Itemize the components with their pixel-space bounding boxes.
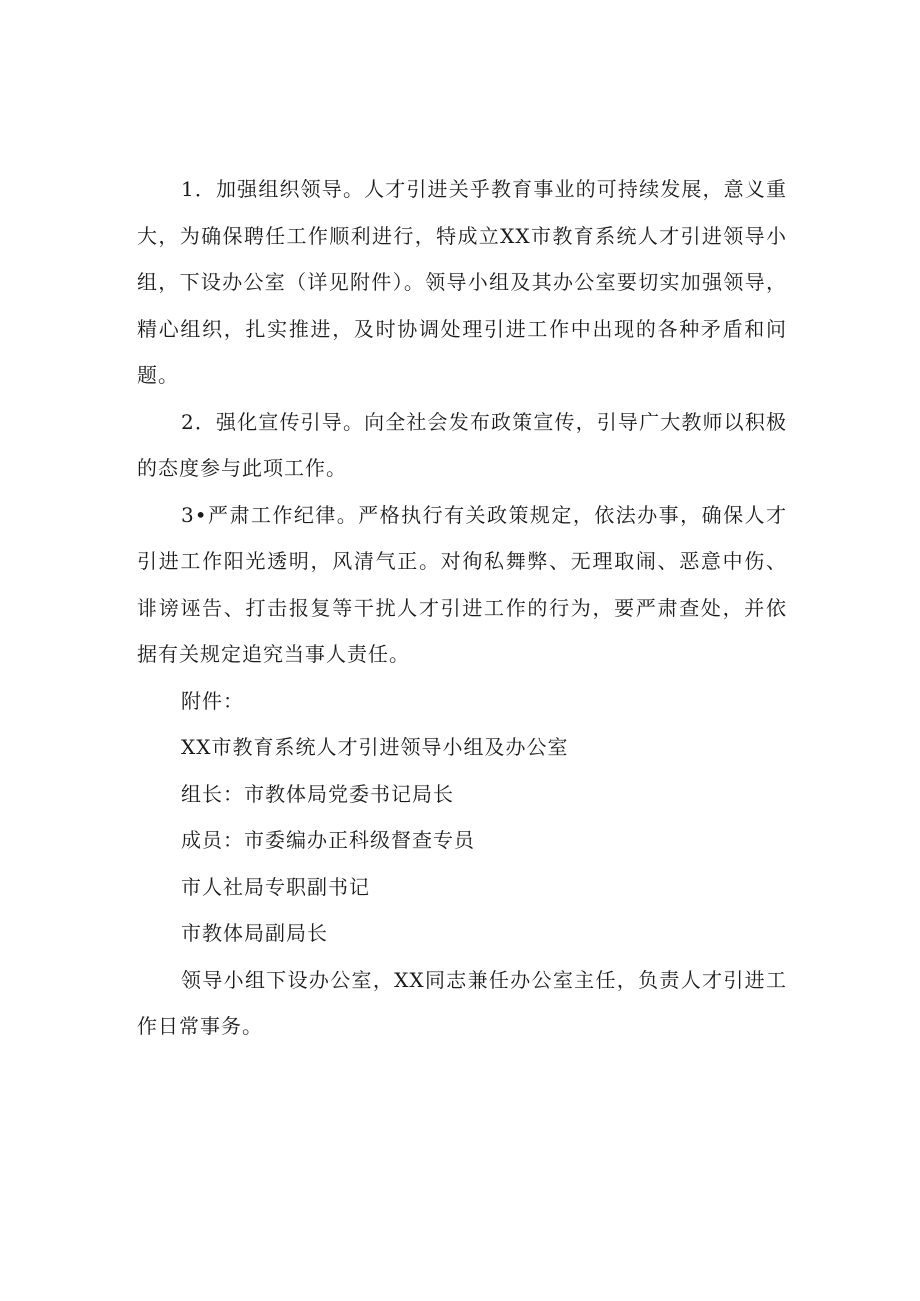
attachment-label: 附件： [181, 688, 244, 713]
document-body [137, 166, 787, 1050]
paragraph-publicity-guidance: 2．强化宣传引导。向全社会发布政策宣传，引导广大教师以积极的态度参与此项工作。 [137, 409, 787, 480]
paragraph-work-discipline: 3•严肃工作纪律。严格执行有关政策规定，依法办事，确保人才引进工作阳光透明，风清气正。对徇私舞弊、无理取闹、恶意中伤、诽谤诬告、打击报复等干扰人才引进工作的行为，要严肃查处，并依据有关规定追究当事人责任。 [137, 502, 787, 666]
attachment-title: XX市教育系统人才引进领导小组及办公室 [181, 735, 569, 759]
group-leader-line: 组长：市教体局党委书记局长 [181, 781, 454, 806]
group-member-extra-2: 市教体局副局长 [181, 921, 328, 945]
paragraph-organization-leadership: 1．加强组织领导。人才引进关乎教育事业的可持续发展，意义重大，为确保聘任工作顺利进行，特成立XX市教育系统人才引进领导小组，下设办公室（详见附件）。领导小组及其办公室要切实加强领导，精心组织，扎实推进，及时协调处理引进工作中出现的各种矛盾和问题。 [137, 177, 787, 387]
group-member-line: 成员：市委编办正科级督查专员 [181, 828, 475, 852]
group-member-extra-1: 市人社局专职副书记 [181, 874, 370, 899]
paragraph-office-setup: 领导小组下设办公室，XX同志兼任办公室主任，负责人才引进工作日常事务。 [137, 967, 787, 1038]
